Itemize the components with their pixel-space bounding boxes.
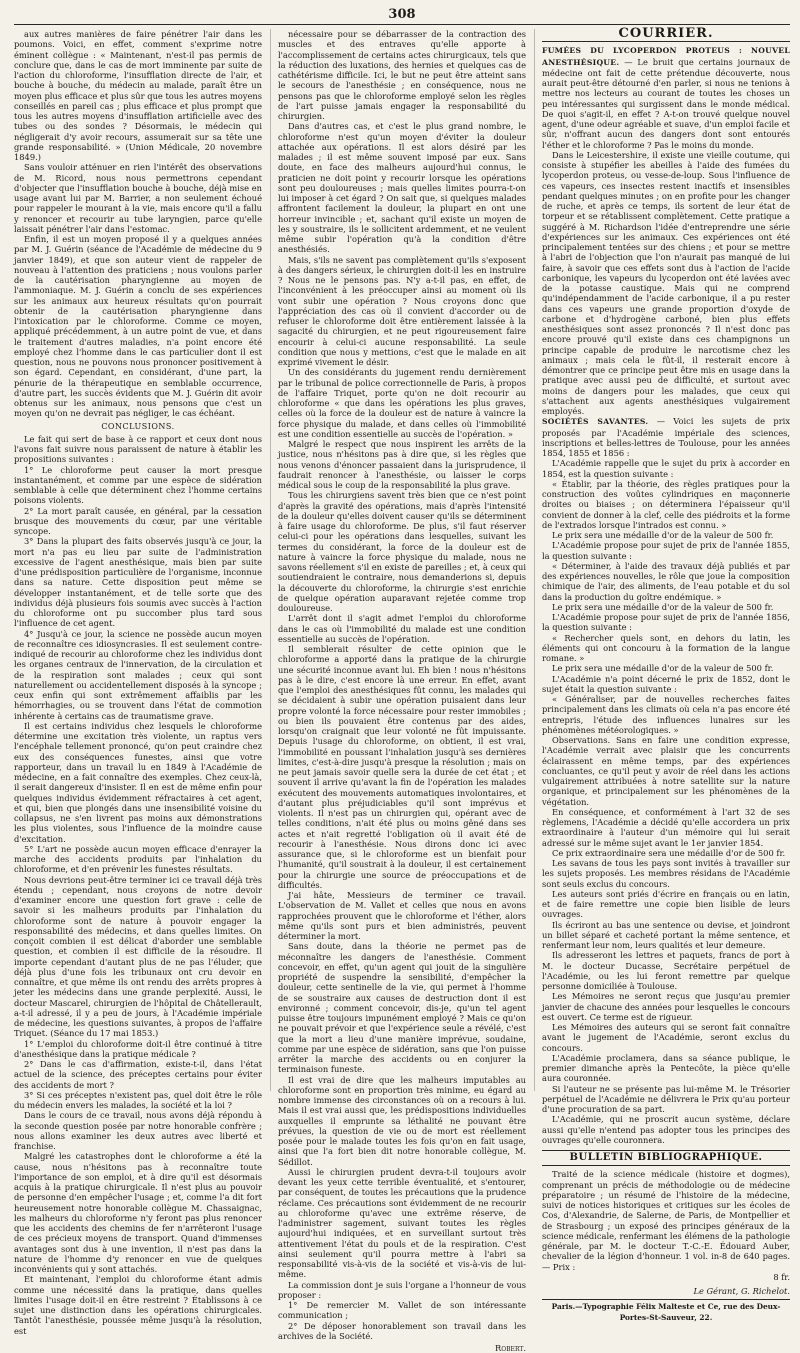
article-paragraph: nécessaire pour se débarrasser de la contraction des muscles et des entraves qu'elle apporte à l'accomplissement de certains actes chirurgicaux, tels que la réduction des luxations, des hernies et quelques cas de cathétérisme difficile. Ici, le but ne peut être atteint sans le secours de l'anesthésie ; en conséquence, nous ne pensons pas que le chloroforme employé selon les règles de l'art puisse jamais engager la responsabilité du chirurgien. [278,29,526,121]
article-paragraph: Sans doute, dans la théorie ne permet pas de méconnaître les dangers de l'anesthésie. Comment concevoir, en effet, qu'un agent qui jouit de la singulière propriété de suspendre la sensibilité, d'empêcher la douleur, cette sentinelle de la vie, qui permet à l'homme de se soustraire aux causes de destruction dont il est environné ; comment concevoir, dis-je, qu'un tel agent puisse être toujours impunément employé ? Mais ce qu'on ne pouvait prévoir et que l'expérience seule a révélé, c'est que la mort a lieu d'une manière imprévue, soudaine, comme par une espèce de sidération, sans que l'on puisse arrêter la marche des accidents ou en conjurer la terminaison funeste. [278,941,526,1075]
societies-paragraph: L'Académie, qui ne proscrit aucun système, déclare aussi qu'elle n'entend pas adopter tous les principes des ouvrages qu'elle couronnera. [542,1114,790,1145]
article-paragraph: 2° De déposer honorablement son travail dans les archives de la Société. [278,1320,526,1341]
article-paragraph: L'arrêt dont il s'agit admet l'emploi du chloroforme dans le cas où l'immobilité du malade est une condition essentielle au succès de l'opération. [278,613,526,644]
article-paragraph: Dans d'autres cas, et c'est le plus grand nombre, le chloroforme n'est qu'un moyen d'éviter la douleur attachée aux opérations. Il est alors désiré par les malades ; il est même souvent imposé par eux. Sans doute, en face des malheurs aujourd'hui connus, le praticien ne doit point y recourir lorsque les opérations sont peu douloureuses ; mais quelles limites pourra-t-on lui imposer à cet égard ? On sait que, si quelques malades affrontent facilement la douleur, la plupart en ont une horreur invincible ; et, sachant qu'il existe un moyen de les y soustraire, ils le sollicitent ardemment, et ne veulent même subir l'opération qu'à la condition d'être anesthésiés. [278,121,526,255]
report-signature: Robert. [494,1343,526,1353]
societies-paragraph: L'Académie propose pour sujet de prix de l'année 1855, la question suivante : [542,540,790,561]
article-paragraph: Un des considérants du jugement rendu dernièrement par le tribunal de police correctionnelle de Paris, à propos de l'affaire Triquet, porte qu'on ne doit recourir au chloroforme « que dans les opérations les plus graves, celles où la force de la douleur est de nature à vaincre la force physique du malade, et dans celles où l'immobilité est une condition essentielle au succès de l'opération. » [278,367,526,439]
lycoperdon-article-lead [542,45,790,150]
societies-paragraph: L'Académie propose pour sujet de prix de l'année 1856, la question suivante : [542,612,790,633]
societies-paragraph: « Généraliser, par de nouvelles recherches faites principalement dans les climats où cela n'a pas encore été entrepris, l'étude des influences lunaires sur les phénomènes météorologiques. » [542,694,790,735]
conclusion-paragraph: Malgré les catastrophes dont le chloroforme a été la cause, nous n'hésitons pas à reconnaître toute l'importance de son emploi, et à dire qu'il est désormais acquis à la pratique chirurgicale. Il n'est plus au pouvoir de personne d'en empêcher l'usage ; et, comme l'a dit fort heureusement notre honorable collègue M. Chassaignac, les malheurs du chloroforme n'y feront pas plus renoncer que les accidents des chemins de fer n'arrêteront l'usage de ces précieux moyens de transport. Quand d'immenses avantages sont dus à une invention, il n'est pas dans la nature de l'homme d'y renoncer en vue de quelques inconvénients qui y sont attachés. [14,1151,262,1274]
article-paragraph: Enfin, il est un moyen proposé il y a quelques années par M. J. Guérin (séance de l'Académie de médecine du 9 janvier 1849), et que son auteur vient de rappeler de nouveau à l'attention des praticiens ; nous voulons parler de la cautérisation pharyngienne au moyen de l'ammoniaque. M. J. Guérin a conclu de ses expériences sur les animaux aux heureux résultats qu'on pourrait obtenir de la cautérisation pharyngienne dans l'intoxication par le chloroforme. Comme ce moyen, appliqué précédemment, à un autre point de vue, et dans le traitement d'autres maladies, n'a point encore été employé chez l'homme dans le cas particulier dont il est question, nous ne pouvons nous prononcer positivement à son égard. Cependant, en considérant, d'une part, la pénurie de la thérapeutique en semblable occurrence, d'autre part, les succès évidents que M. J. Guérin dit avoir obtenus sur les animaux, nous pensons que c'est un moyen qu'on ne devrait pas négliger, le cas échéant. [14,234,262,419]
societies-paragraph: Les Mémoires ne seront reçus que jusqu'au premier janvier de chacune des années pour lesquelles le concours est ouvert. Ce terme est de rigueur. [542,991,790,1022]
societies-paragraph: Les Mémoires des auteurs qui se seront fait connaître avant le jugement de l'Académie, seront exclus du concours. [542,1022,790,1053]
column-right [534,26,791,1322]
columns [14,26,791,1353]
article-paragraph: La commission dont je suis l'organe a l'honneur de vous proposer : [278,1279,526,1300]
lycoperdon-paragraph: — Le bruit que certains journaux de médecine ont fait de cette prétendue découverte, nous aurait peut-être détourné d'en parler, si nous ne tenions à mettre nos lecteurs au courant de toutes les choses un peu intéressantes qui surgissent dans le monde médical. De quoi s'agit-il, en effet ? A-t-on trouvé quelque nouvel agent, d'une odeur agréable et suave, d'un emploi facile et sûr, n'offrant aucun des dangers dont sont entourés l'éther et le chloroforme ? Pas le moins du monde. [542,56,790,150]
conclusion-paragraph: 3° Dans la plupart des faits observés jusqu'à ce jour, la mort n'a pas eu lieu par suite de l'administration excessive de l'agent anesthésique, mais bien par suite d'une prédisposition particulière de l'organisme, inconnue dans sa nature. Cette disposition peut même se développer instantanément, et de telle sorte que des individus déjà plusieurs fois soumis avec succès à l'action du chloroforme ont pu succomber plus tard sous l'influence de cet agent. [14,536,262,629]
conclusion-paragraph: 2° Dans le cas d'affirmation, existe-t-il, dans l'état actuel de la science, des préceptes certains pour éviter des accidents de mort ? [14,1059,262,1090]
article-paragraph: Malgré le respect que nous inspirent les arrêts de la justice, nous n'hésitons pas à dire que, si les règles que nous venons d'énoncer passaient dans la jurisprudence, il faudrait renoncer à l'anesthésie, ou laisser le corps médical sous le coup de la responsabilité la plus grave. [278,439,526,490]
societies-paragraph: L'Académie rappelle que le sujet du prix à accorder en 1854, est la question suivante : [542,458,790,479]
lycoperdon-paragraph: Dans le Leicestershire, il existe une vieille coutume, qui consiste à stupéfier les abeilles à l'aide des fumées du lycoperdon proteus, ou vesse-de-loup. Sous l'influence de ces vapeurs, ces insectes restent inactifs et insensibles pendant quelques minutes ; on en profite pour les changer de ruche, et après ce temps, ils sortent de leur état de torpeur et se rétablissent complètement. Cette pratique a suggéré à M. Richardson l'idée d'entreprendre une série d'expériences sur les animaux. Ces expériences ont été principalement tentées sur des chiens ; et pour se mettre à l'abri de l'objection que l'on n'aurait pas manqué de lui faire, à savoir que ces effets sont dus à l'action de l'acide carbonique, les vapeurs du lycoperdon ont été lavées avec de la potasse caustique. Mais qui ne comprend qu'indépendamment de l'acide carbonique, il a pu rester dans ces vapeurs une grande proportion d'oxyde de carbone et d'hydrogène carboné, bien plus effets anesthésiques sont assez prononcés ? Il n'est donc pas encore prouvé qu'il existe dans ces champignons un principe capable de produire le narcotisme chez les animaux ; mais cela le fût-il, il resterait encore à démontrer que ce principe peut être mis en usage dans la pratique avec aussi peu de difficulté, et surtout avec moins de dangers pour les malades, que ceux qui s'attachent aux agents anesthésiques vulgairement employés. [542,149,790,416]
article-paragraph: Tous les chirurgiens savent très bien que ce n'est point d'après la gravité des opérations, mais d'après l'intensité de la douleur qu'elles doivent causer qu'ils se déterminent à faire usage du chloroforme. De plus, s'il faut réserver celui-ci pour les opérations dans lesquelles, suivant les termes du considérant, la force de la douleur est de nature à vaincre la force physique du malade, nous ne savons réellement s'il en existe de pareilles ; et, à ceux qui soutiendraient le contraire, nous demanderions si, depuis la découverte du chloroforme, la chirurgie s'est enrichie de quelque opération auparavant rejetée comme trop douloureuse. [278,490,526,613]
article-paragraph: Il est vrai de dire que les malheurs imputables au chloroforme sont en proportion très minime, eu égard au nombre immense des circonstances où on a recours à lui. Mais il est vrai aussi que, les prédispositions individuelles auxquelles il emprunte sa léthalité ne pouvant être prévues, la question de vie ou de mort est réellement posée pour le malade toutes les fois qu'on en fait usage, ainsi que l'a fort bien dit notre honorable collègue, M. Sédillot. [278,1074,526,1167]
societies-paragraph: L'Académie proclamera, dans sa séance publique, le premier dimanche après la Pentecôte, la pièce qu'elle aura couronnée. [542,1052,790,1084]
article-paragraph: Mais, s'ils ne savent pas complètement qu'ils s'exposent à des dangers sérieux, le chirurgien doit-il les en instruire ? Nous ne le pensons pas. N'y a-t-il pas, en effet, de l'inconvénient à les préoccuper ainsi au moment où ils vont subir une opération ? Nous croyons donc que l'appréciation des cas où il convient d'accorder ou de refuser le chloroforme doit être entièrement laissée à la sagacité du chirurgien, et ne peut rigoureusement faire encourir à celui-ci aucune responsabilité. La seule condition que nous y mettions, c'est que le malade en ait exprimé vivement le désir. [278,254,526,367]
conclusion-paragraph: Le fait qui sert de base à ce rapport et ceux dont nous l'avons fait suivre nous paraissent de nature à établir les propositions suivantes : [14,433,262,465]
conclusion-paragraph: Il est certains individus chez lesquels le chloroforme détermine une excitation très violente, un raptus vers l'encéphale tellement prononcé, qu'on peut craindre chez eux des conséquences funestes, ainsi que votre rapporteur, dans un travail lu en 1849 à l'Académie de médecine, en a fait connaître des exemples. Chez ceux-là, il serait dangereux d'insister. Il en est de même enfin pour quelques individus évidemment réfractaires à cet agent, et qui, bien que plongés dans une insensibilité voisine du collapsus, ne s'en livrent pas moins aux démonstrations les plus violentes, sous l'influence de la moindre cause d'excitation. [14,720,262,844]
bulletin-title: BULLETIN BIBLIOGRAPHIQUE. [542,1150,790,1166]
article-paragraph: aux autres manières de faire pénétrer l'air dans les poumons. Voici, en effet, comment s'exprime notre éminent collègue : « Maintenant, n'est-il pas permis de conclure que, dans le cas de mort imminente par suite de l'action du chloroforme, l'insufflation directe de l'air, et bouche à bouche, du médecin au malade, paraît être un moyen plus efficace et plus sûr que tous les autres moyens conseillés en pareil cas ; plus efficace et plus prompt que tous les autres moyens d'insufflation artificielle avec des tubes ou des sondes ? Désormais, le médecin qui négligerait d'y avoir recours, assumerait sur sa tête une grande responsabilité. » (Union Médicale, 20 novembre 1849.) [14,29,262,162]
societies-paragraph: — Voici les sujets de prix proposés par l'Académie impériale des sciences, inscriptions et belles-lettres de Toulouse, pour les années 1854, 1855 et 1856 : [542,416,791,458]
societies-paragraph: Observations. Sans en faire une condition expresse, l'Académie verrait avec plaisir que les concurrents éclairassent en même temps, par des expériences concluantes, ce qu'il peut y avoir de réel dans les actions vulgairement attribuées à notre satellite sur la nature organique, et principalement sur les phénomènes de la végétation. [542,735,790,807]
conclusion-paragraph: 5° L'art ne possède aucun moyen efficace d'enrayer la marche des accidents produits par l'inhalation du chloroforme, et d'en prévenir les funestes résultats. [14,843,262,875]
societies-paragraph: « Déterminer, à l'aide des travaux déjà publiés et par des expériences nouvelles, le rôle que joue la composition chimique de l'air, des aliments, de l'eau potable et du sol dans la production du goître endémique. » [542,560,790,602]
conclusion-paragraph: Nous devrions peut-être terminer ici ce travail déjà très étendu ; cependant, nous croyons de notre devoir d'examiner encore une question fort grave : celle de savoir si les malheurs produits par l'inhalation du chloroforme sont de nature à pouvoir engager la responsabilité des médecins, et dans quelles limites. On conçoit combien il est délicat d'aborder une semblable question, et combien il est difficile de la résoudre. Il importe cependant d'autant plus de ne pas l'éluder, que déjà plus d'une fois les tribunaux ont cru devoir en connaître, et que même ils ont rendu des arrêts propres à jeter les médecins dans une grande perplexité. Aussi, le docteur Mascarel, chirurgien de l'hôpital de Châtellerault, a-t-il adressé, il y a peu de jours, à l'Académie impériale de médecine, les questions suivantes, à propos de l'affaire Triquet. (Séance du 17 mai 1853.) [14,874,262,1039]
societies-paragraph: « Rechercher quels sont, en dehors du latin, les éléments qui ont concouru à la formation de la langue romane. » [542,632,790,663]
article-paragraph: Sans vouloir atténuer en rien l'intérêt des observations de M. Ricord, nous nous permettrons cependant d'objecter que l'insufflation bouche à bouche, déjà mise en usage avant lui par M. Barrier, a non seulement échoué pour rappeler le mourant à la vie, mais encore qu'il a fallu y renoncer et recourir au tube laryngien, parce qu'elle laissait pénétrer l'air dans l'estomac. [14,162,262,234]
article-paragraph: Aussi le chirurgien prudent devra-t-il toujours avoir devant les yeux cette terrible éventualité, et s'entourer, par conséquent, de toutes les précautions que la prudence réclame. Ces précautions sont évidemment de ne recourir au chloroforme qu'avec une extrême réserve, de l'administrer sagement, suivant toutes les règles aujourd'hui indiquées, et en surveillant surtout très attentivement l'état du pouls et de la respiration. C'est ainsi seulement qu'il pourra mettre à l'abri sa responsabilité vis-à-vis de la société et vis-à-vis de lui-même. [278,1166,526,1280]
societies-paragraph: Ils adresseront les lettres et paquets, francs de port à M. le docteur Ducasse, Secrétaire perpétuel de l'Académie, ou les lui feront remettre par quelque personne domiciliée à Toulouse. [542,950,790,991]
societies-paragraph: « Établir, par la théorie, des règles pratiques pour la construction des voûtes cylindriques en maçonnerie droites ou biaises ; on déterminera l'épaisseur qu'il convient de donner à la clef, celle des piédroits et la forme de l'extrados lorsque l'intrados est connu. » [542,478,790,530]
article-paragraph: 1° De remercier M. Vallet de son intéressante communication ; [278,1300,526,1321]
conclusion-paragraph: 4° Jusqu'à ce jour, la science ne possède aucun moyen de reconnaître ces idiosyncrasies. Il est seulement contre-indiqué de recourir au chloroforme chez les individus dont les organes centraux de l'innervation, de la circulation et de la respiration sont malades ; ceux qui sont naturellement ou accidentellement disposés à la syncope ; ceux enfin qui sont extrêmement affaiblis par les hémorrhagies, ou se trouvent dans l'état de commotion inhérente à certains cas de traumatisme grave. [14,628,262,721]
column-middle [270,29,526,1353]
societies-paragraph: Le prix sera une médaille d'or de la valeur de 500 fr. [552,663,774,674]
conclusion-paragraph: 3° Si ces préceptes n'existent pas, quel doit être le rôle du médecin envers les malades, la société et la loi ? [14,1089,262,1110]
printer-imprint: Paris.—Typographie Félix Malteste et Ce, rue des Deux-Portes-St-Sauveur, 22. [542,1299,790,1323]
article-paragraph: J'ai hâte, Messieurs de terminer ce travail. L'observation de M. Vallet et celles que nous en avons rapprochées prouvent que le chloroforme et l'éther, alors même qu'ils sont purs et bien administrés, peuvent déterminer la mort. [278,890,526,941]
societies-paragraph: Les savans de tous les pays sont invités à travailler sur les sujets proposés. Les membres résidans de l'Académie sont seuls exclus du concours. [542,858,790,889]
societies-paragraph: Les auteurs sont priés d'écrire en français ou en latin, et de faire remettre une copie bien lisible de leurs ouvrages. [542,888,790,920]
header-rule [14,24,790,25]
societies-paragraph: Si l'auteur ne se présente pas lui-même M. le Trésorier perpétuel de l'Académie ne délivrera le Prix qu'au porteur d'une procuration de sa part. [542,1083,790,1114]
conclusions-heading: CONCLUSIONS. [101,421,175,431]
article-paragraph: Il semblerait résulter de cette opinion que le chloroforme a apporté dans la pratique de la chirurgie une sécurité inconnue avant lui. Eh bien ! nous n'hésitons pas à le dire, c'est encore là une erreur. En effet, avant que l'emploi des anesthésiques fût connu, les malades qui se décidaient à subir une opération puisaient dans leur propre volonté la force nécessaire pour rester immobiles ; ou bien ils pouvaient être contenus par des aides, lorsqu'on craignait que leur volonté ne fût impuissante. Depuis l'usage du chloroforme, on obtient, il est vrai, l'immobilité en poussant l'inhalation jusqu'à ses dernières limites, c'est-à-dire jusqu'à presque la résolution ; mais on ne peut jamais savoir quelle sera la durée de cet état ; et souvent il arrive qu'avant la fin de l'opération les malades exécutent des mouvements automatiques involontaires, et d'autant plus préjudiciables qu'il sont imprévus et violents. Il n'est pas un chirurgien qui, opérant avec de telles conditions, n'ait été plus ou moins gêné dans ses actes et n'ait regretté l'obligation où il avait été de recourir à l'anesthésie. Nous dirons donc ici avec assurance que, si le chloroforme est un bienfait pour l'humanité, qu'il soustrait à la douleur, il est certainement pour la chirurgie une source de préoccupations et de difficultés. [278,644,526,890]
conclusion-paragraph: 1° L'emploi du chloroforme doit-il être continué à titre d'anesthésique dans la pratique médicale ? [14,1038,262,1059]
bulletin-entry: Traité de la science médicale (histoire et dogmes), comprenant un précis de méthodologie ou de médecine préparatoire ; un résumé de l'histoire de la médecine, suivi de notices historiques et critiques sur les écoles de Cos, d'Alexandrie, de Salerne, de Paris, de Montpellier et de Strasbourg ; un exposé des principes généraux de la science médicale, renfermant les élémens de la pathologie générale, par M. le docteur T.-C.-E. Édouard Auber, chevalier de la légion d'honneur. 1 vol. in-8 de 640 pages. — Prix : [542,1169,790,1272]
societies-rubric: SOCIÉTÉS SAVANTES. [542,417,649,427]
societies-paragraph: En conséquence, et conformément à l'art 32 de ses règlemens, l'Académie a décidé qu'elle accordera un prix extraordinaire à l'auteur d'un mémoire qui lui serait adressé sur le même sujet avant le 1er janvier 1854. [542,806,790,848]
societies-paragraph: Le prix sera une médaille d'or de la valeur de 500 fr. [552,601,774,612]
page-number: 308 [388,7,416,22]
societies-paragraph: Ce prix extraordinaire sera une médaille d'or de 500 fr. [552,847,786,858]
societies-paragraph: Le prix sera une médaille d'or de la valeur de 500 fr. [552,530,774,540]
societies-paragraph: L'Académie n'a point décerné le prix de 1852, dont le sujet était la question suivante : [542,673,790,694]
manager-signature: Le Gérant, G. Richelot. [693,1286,790,1296]
conclusion-paragraph: Dans le cours de ce travail, nous avons déjà répondu à la seconde question posée par notre honorable confrère ; nous allons examiner les deux autres avec liberté et franchise. [14,1110,262,1151]
societies-lead [542,416,790,458]
conclusion-paragraph: 1° Le chloroforme peut causer la mort presque instantanément, et comme par une espèce de sidération semblable à celle que déterminent chez l'homme certains poisons violents. [14,464,262,506]
column-left [14,29,262,1336]
conclusion-paragraph: 2° La mort paraît causée, en général, par la cessation brusque des mouvements du cœur, par une véritable syncope. [14,505,262,536]
conclusion-paragraph: Et maintenant, l'emploi du chloroforme étant admis comme une nécessité dans la pratique, dans quelles limites l'usage doit-il en être restreint ? Établissons à ce sujet une distinction dans les opérations chirurgicales. Tantôt l'anesthésie, poussée même jusqu'à la résolution, est [14,1274,262,1336]
societies-paragraph: Ils écriront au bas une sentence ou devise, et joindront un billet séparé et cacheté portant la même sentence, et renfermant leur nom, leurs qualités et leur demeure. [542,919,790,950]
lycoperdon-rubric: FUMÉES DU LYCOPERDON PROTEUS : NOUVEL ANESTHÉSIQUE. [542,46,790,67]
courrier-masthead: COURRIER. [542,29,790,42]
bulletin-price: 8 fr. [773,1271,790,1282]
